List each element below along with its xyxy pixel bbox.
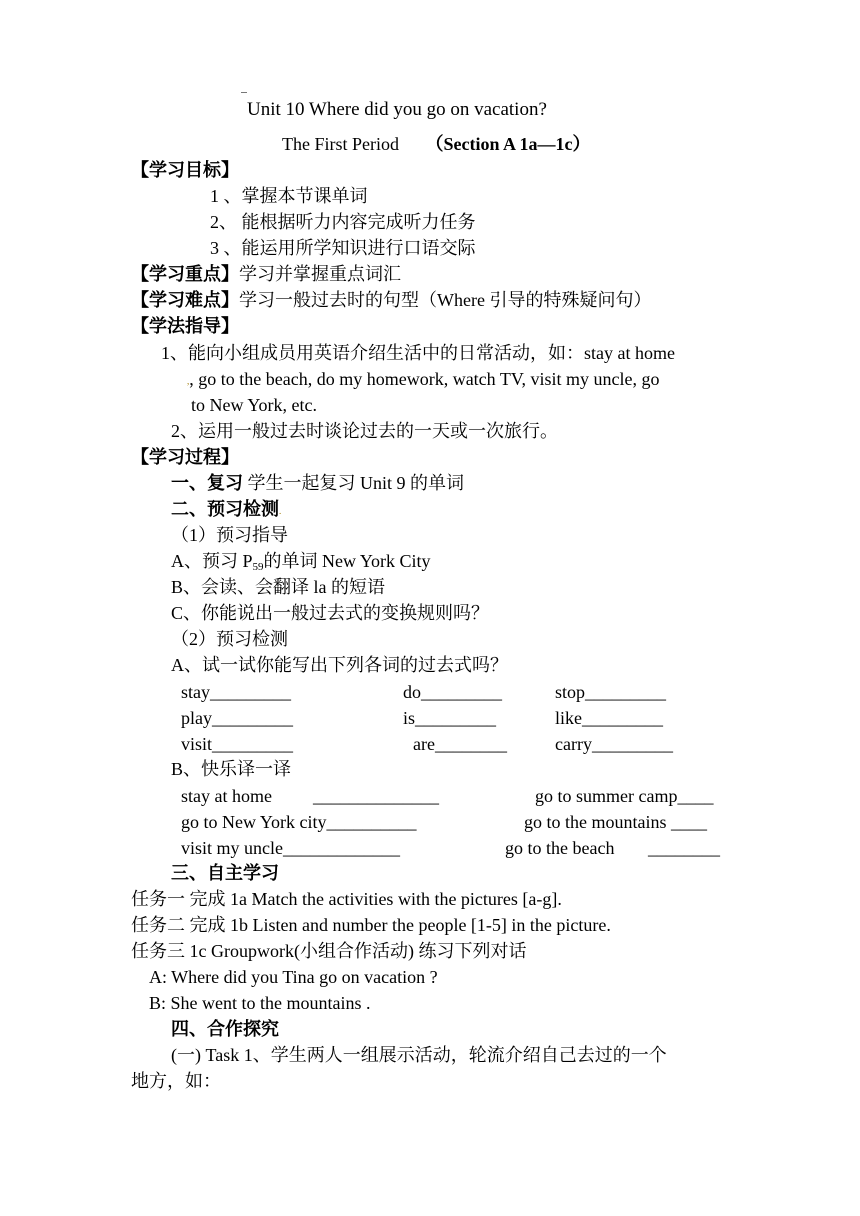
exercise-item[interactable]: stay_________ xyxy=(181,682,291,702)
period-label xyxy=(282,132,591,156)
check-a: A、试一试你能写出下列各词的过去式吗？ xyxy=(171,655,508,675)
exercise-item[interactable]: play_________ xyxy=(181,708,293,728)
method-item-1-line-3: to New York, etc. xyxy=(191,395,317,415)
exercise-item[interactable]: is_________ xyxy=(403,708,497,728)
section-text: （Section A 1a—1c） xyxy=(425,134,591,154)
page-number: 59 xyxy=(252,561,264,573)
review-text: 学生一起复习 Unit 9 的单词 xyxy=(243,473,465,493)
review-label: 一、复习 xyxy=(171,473,243,493)
guide-a-rest: 的单词 New York City xyxy=(263,551,431,571)
guide-heading: （1）预习指导 xyxy=(171,525,288,545)
focus-text: 学习并掌握重点词汇 xyxy=(239,264,401,284)
goals-heading: 【学习目标】 xyxy=(131,160,239,180)
task-3: 任务三 1c Groupwork(小组合作活动) 练习下列对话 xyxy=(131,941,527,961)
check-b: B、快乐译一译 xyxy=(171,759,292,779)
self-study-heading: 三、自主学习 xyxy=(171,863,279,883)
goal-item: 2、 能根据听力内容完成听力任务 xyxy=(210,212,476,232)
guide-c: C、你能说出一般过去式的变换规则吗？ xyxy=(171,603,490,623)
guide-b: B、会读、会翻译 la 的短语 xyxy=(171,577,385,597)
phrase-blank[interactable]: ______________ xyxy=(313,786,439,806)
dialog-a: A: Where did you Tina go on vacation ? xyxy=(149,967,438,987)
exercise-item[interactable]: like_________ xyxy=(555,708,663,728)
scan-mark: , xyxy=(187,375,190,386)
task-2: 任务二 完成 1b Listen and number the people [1-5] in the picture. xyxy=(131,915,611,935)
method-item-1-text: , go to the beach, do my homework, watch TV, visit my uncle, go xyxy=(189,369,660,389)
goal-item: 3 、能运用所学知识进行口语交际 xyxy=(210,238,476,258)
exercise-item[interactable]: do_________ xyxy=(403,682,502,702)
difficulty-line xyxy=(131,288,651,312)
method-item-2: 2、运用一般过去时谈论过去的一天或一次旅行。 xyxy=(171,421,558,441)
focus-heading: 【学习重点】 xyxy=(131,264,239,284)
cooperation-line-2: 地方，如： xyxy=(131,1071,221,1091)
focus-line xyxy=(131,262,401,286)
difficulty-heading: 【学习难点】 xyxy=(131,290,239,310)
phrase-item: go to the beach xyxy=(505,838,615,858)
phrase-item: stay at home xyxy=(181,786,272,806)
preview-line xyxy=(171,497,281,523)
task-1: 任务一 完成 1a Match the activities with the pictures [a-g]. xyxy=(131,889,562,909)
phrase-item[interactable]: go to New York city__________ xyxy=(181,812,417,832)
period-text: The First Period xyxy=(282,134,399,154)
method-heading: 【学法指导】 xyxy=(131,316,239,336)
exercise-item[interactable]: are________ xyxy=(413,734,507,754)
method-item-1-line-1: 1、能向小组成员用英语介绍生活中的日常活动，如：stay at home xyxy=(161,343,675,363)
guide-a-text: A、预习 P xyxy=(171,551,253,571)
preview-label: 二、预习检测 xyxy=(171,499,279,519)
check-heading: （2）预习检测 xyxy=(171,629,288,649)
scan-mark: . xyxy=(279,505,282,516)
review-line xyxy=(171,471,464,495)
exercise-item[interactable]: visit_________ xyxy=(181,734,294,754)
phrase-blank[interactable]: ________ xyxy=(648,838,720,858)
phrase-item[interactable]: go to summer camp____ xyxy=(535,786,714,806)
scan-mark xyxy=(241,92,247,93)
difficulty-text: 学习一般过去时的句型（Where 引导的特殊疑问句） xyxy=(239,290,652,310)
goal-item: 1 、掌握本节课单词 xyxy=(210,186,368,206)
phrase-item[interactable]: go to the mountains ____ xyxy=(524,812,707,832)
exercise-item[interactable]: stop_________ xyxy=(555,682,667,702)
cooperation-heading: 四、合作探究 xyxy=(171,1019,279,1039)
cooperation-line-1: (一) Task 1、学生两人一组展示活动，轮流介绍自己去过的一个 xyxy=(171,1045,667,1065)
unit-title: Unit 10 Where did you go on vacation? xyxy=(247,99,547,120)
process-heading: 【学习过程】 xyxy=(131,447,239,467)
dialog-b: B: She went to the mountains . xyxy=(149,993,371,1013)
method-item-1-line-2 xyxy=(187,367,660,393)
exercise-item[interactable]: carry_________ xyxy=(555,734,673,754)
phrase-item[interactable]: visit my uncle_____________ xyxy=(181,838,400,858)
